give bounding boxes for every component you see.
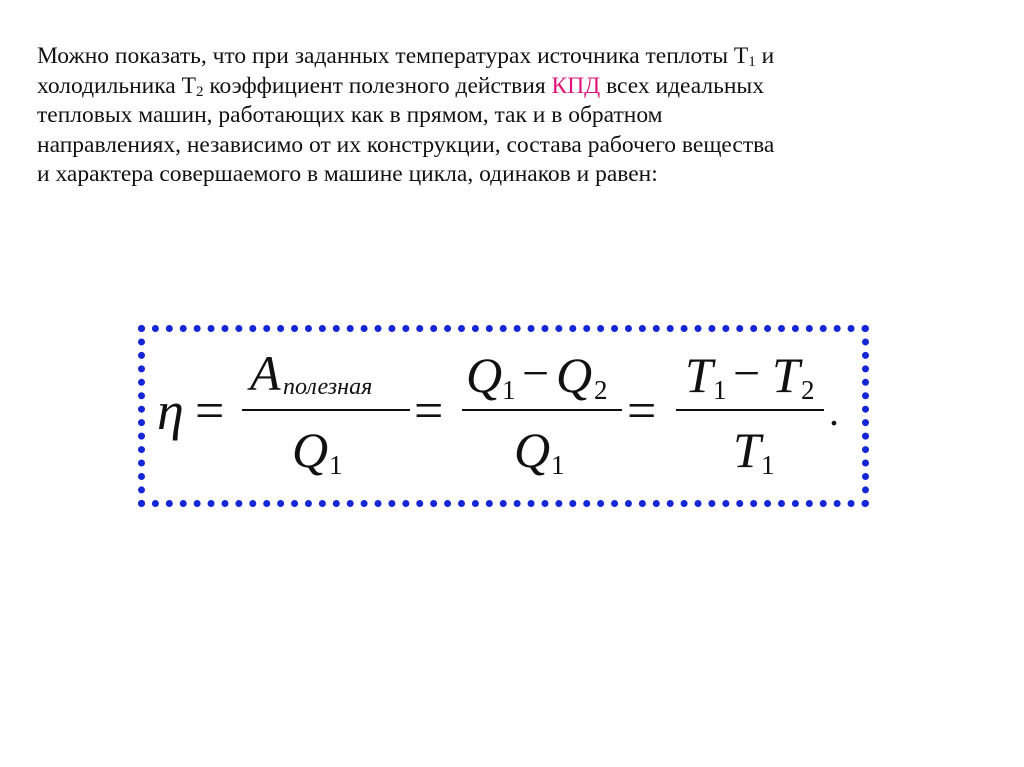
work-symbol: A	[250, 345, 281, 401]
temperature-subscript: 2	[801, 375, 815, 405]
work-subscript: полезная	[283, 374, 373, 400]
heat-symbol: Q	[514, 422, 551, 478]
text-span: холодильника Т	[37, 72, 196, 99]
equals-sign: =	[195, 383, 225, 440]
text-span: коэффициент полезного действия	[203, 72, 552, 99]
heat-subscript: 1	[502, 375, 516, 405]
eta-symbol: η	[157, 381, 184, 441]
paragraph-line-1	[37, 42, 987, 72]
equals-sign: =	[627, 383, 657, 440]
temperature-subscript: 1	[713, 375, 727, 405]
heat-subscript: 1	[329, 450, 343, 480]
formula-period: .	[829, 389, 839, 434]
fraction-bar	[242, 409, 410, 411]
text-span: Можно показать, что при заданных температурах источника теплоты Т	[37, 43, 749, 69]
paragraph-line-2	[37, 72, 987, 102]
heat-symbol: Q	[466, 347, 503, 403]
minus-sign: −	[733, 347, 761, 400]
equals-sign: =	[414, 383, 444, 440]
temperature-symbol: T	[772, 347, 800, 403]
subscript: 2	[195, 83, 204, 100]
paragraph-line-3: тепловых машин, работающих как в прямом, так и в обратном	[37, 102, 663, 128]
body-paragraph	[37, 42, 987, 190]
paragraph-line-5: и характера совершаемого в машине цикла, одинаков и равен:	[37, 161, 658, 187]
heat-subscript: 1	[551, 450, 565, 480]
minus-sign: −	[522, 347, 550, 400]
kpd-highlight: КПД	[551, 72, 601, 99]
fraction-bar	[462, 409, 622, 411]
heat-symbol: Q	[556, 347, 593, 403]
heat-subscript: 2	[594, 375, 608, 405]
fraction-bar	[676, 409, 824, 411]
temperature-subscript: 1	[761, 450, 775, 480]
text-span: всех идеальных	[600, 72, 764, 99]
heat-symbol: Q	[292, 422, 329, 478]
subscript: 1	[748, 54, 756, 70]
paragraph-line-4: направлениях, независимо от их конструкции, состава рабочего вещества	[37, 131, 775, 158]
text-span: и	[755, 43, 775, 69]
temperature-symbol: T	[733, 422, 761, 478]
temperature-symbol: T	[685, 347, 713, 403]
